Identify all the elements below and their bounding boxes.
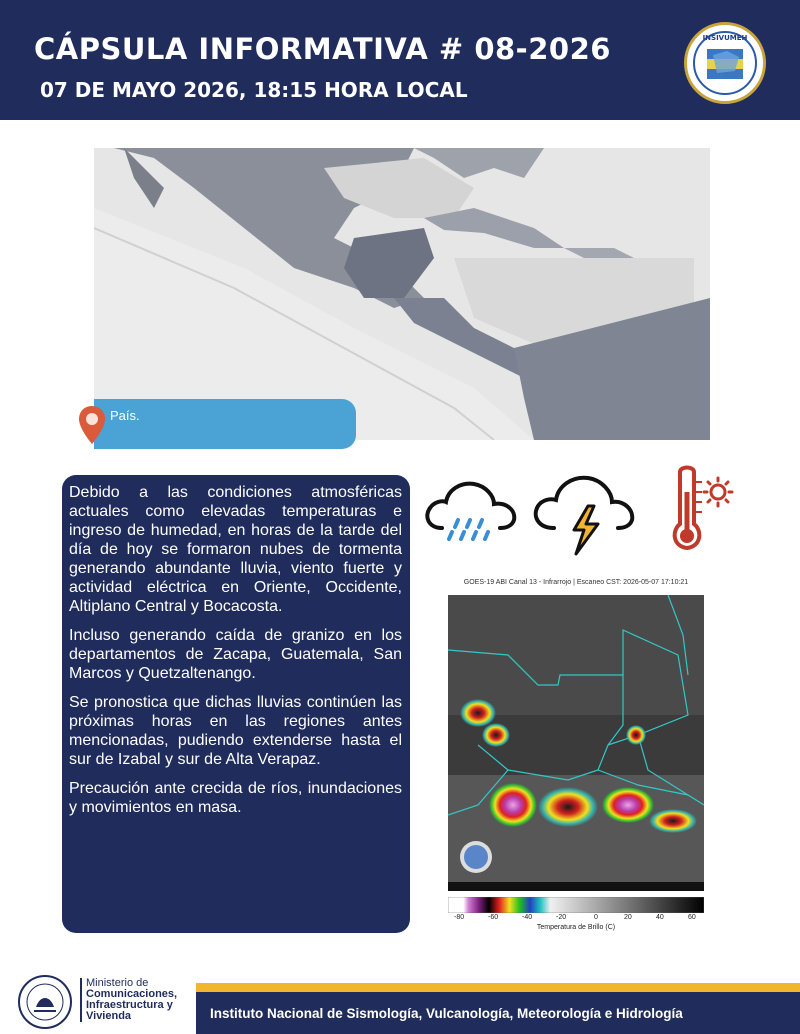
paragraph-3: Se pronostica que dichas lluvias continúen las próximas horas en las regiones antes mencionadas, pudiendo extenderse hasta el sur de Izabal y sur de Alta Verapaz. <box>69 694 402 768</box>
bulletin-text-box <box>62 475 410 933</box>
colorbar-tick: -40 <box>522 914 533 921</box>
page-title: CÁPSULA INFORMATIVA # 08-2026 <box>34 32 611 66</box>
thermometer-sun-icon <box>664 462 736 558</box>
rain-cloud-icon <box>420 470 520 550</box>
satellite-caption: GOES-19 ABI Canal 13 - Infrarrojo | Escaneo CST: 2026-05-07 17:10:21 <box>463 579 689 586</box>
ministry-line-4: Vivienda <box>86 1010 132 1022</box>
temperature-colorbar <box>448 897 704 913</box>
colorbar-tick: 0 <box>594 914 598 921</box>
colorbar-ticks <box>448 914 704 924</box>
footer-accent-stripe <box>196 983 800 992</box>
logo-emblem <box>687 25 763 101</box>
paragraph-2: Incluso generando caída de granizo en los departamentos de Zacapa, Guatemala, San Marcos y Quetzaltenango. <box>69 627 402 682</box>
ministry-logo-text <box>80 978 177 1022</box>
header-banner <box>0 0 800 120</box>
colorbar-tick: 60 <box>688 914 696 921</box>
map-graphic <box>94 148 710 440</box>
ministry-line-2: Comunicaciones, <box>86 988 178 1000</box>
insivumeh-logo <box>684 22 766 104</box>
paragraph-1: Debido a las condiciones atmosféricas actuales como elevadas temperaturas e ingreso de humedad, en horas de la tarde del día de hoy se formaron nubes de tormenta generando abundante lluvia, viento fuerte y actividad eléctrica en Oriente, Occidente, Altiplano Central y Bocacosta. <box>69 484 402 615</box>
colorbar-tick: 40 <box>656 914 664 921</box>
colorbar-tick: 20 <box>624 914 632 921</box>
paragraph-4: Precaución ante crecida de ríos, inundaciones y movimientos en masa. <box>69 780 402 816</box>
satellite-graphic <box>448 595 704 891</box>
page-subtitle: 07 DE MAYO 2026, 18:15 HORA LOCAL <box>40 78 468 102</box>
colorbar-tick: -80 <box>454 914 465 921</box>
colorbar-title: Temperatura de Brillo (C) <box>536 924 616 931</box>
logo-text: INSIVUMEH <box>702 34 748 42</box>
colorbar-tick: -20 <box>556 914 567 921</box>
guatemala-seal-icon <box>16 973 74 1031</box>
institute-name: Instituto Nacional de Sismología, Vulcanología, Meteorología e Hidrología <box>210 1006 683 1021</box>
country-label: País. <box>110 408 140 423</box>
ministry-line-1: Ministerio de <box>86 977 149 989</box>
satellite-image <box>448 595 704 891</box>
colorbar-tick: -60 <box>488 914 499 921</box>
country-label-bar <box>94 399 356 449</box>
regional-map <box>94 148 710 440</box>
location-pin-icon <box>77 404 107 446</box>
ministry-line-3: Infraestructura y <box>86 999 173 1011</box>
thunderstorm-icon <box>528 464 638 558</box>
